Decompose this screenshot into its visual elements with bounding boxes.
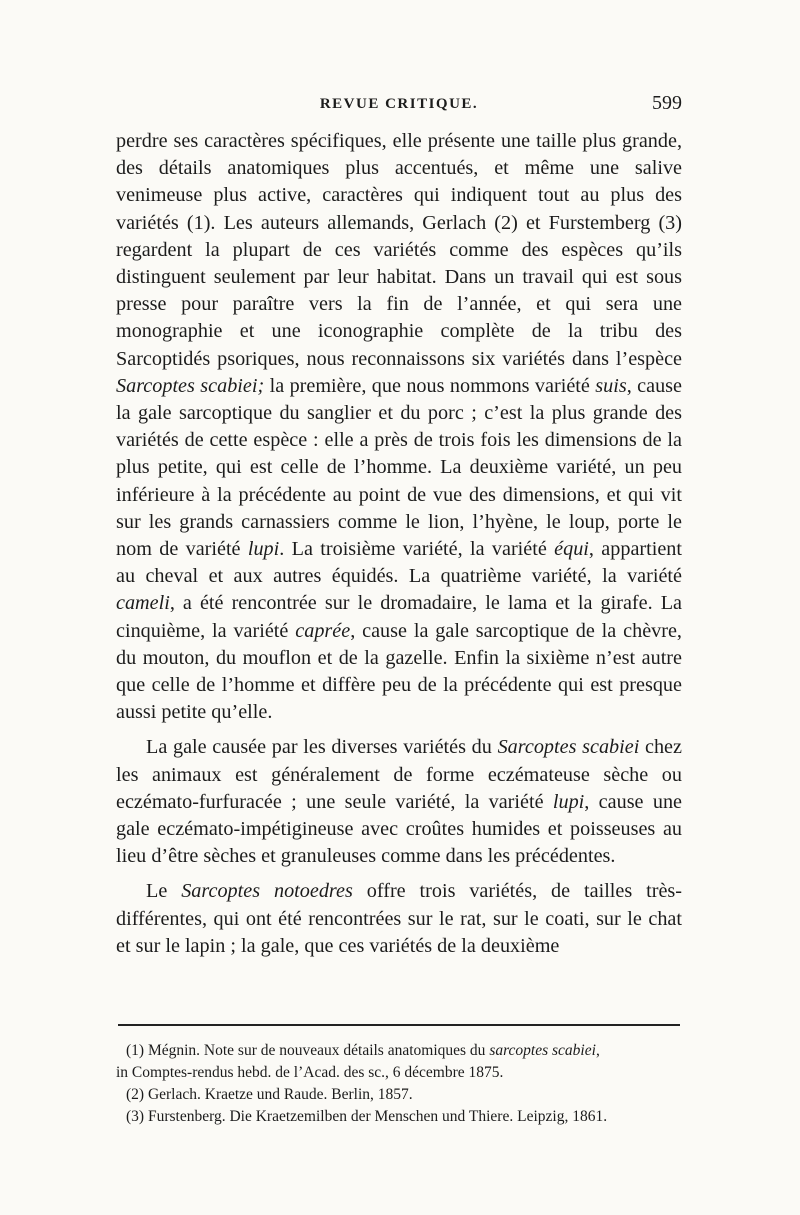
- italic-text: Sarcoptes notoedres: [181, 880, 353, 903]
- text-segment: , cause la gale sarcoptique de la chèvre, du mouton, du mouflon et de la gazelle. Enfin la sixième n’est autre que celle de l’homme et diffère peu de la précédente qui est presque aussi petite qu’elle.: [116, 619, 682, 724]
- text-segment: chez les animaux est généralement de forme eczémateuse sèche ou eczémato-furfuracée ; une seule variété, la variété: [116, 736, 682, 813]
- italic-text: Sarcoptes scabiei: [497, 736, 640, 759]
- footnote: [116, 1062, 682, 1084]
- text-segment: La gale causée par les diverses variétés du: [146, 736, 498, 759]
- text-segment: (3) Furstenberg. Die Kraetzemilben der Menschen und Thiere. Leipzig, 1861.: [126, 1108, 608, 1125]
- text-segment: Le: [146, 880, 182, 903]
- italic-text: cameli: [116, 592, 170, 615]
- text-segment: in Comptes-rendus hebd. de l’Acad. des sc., 6 décembre 1875.: [116, 1064, 504, 1081]
- italic-text: Sarcoptes scabiei;: [116, 374, 265, 397]
- text-segment: , a été rencontrée sur le dromadaire, le lama et la girafe. La cinquième, la variété: [116, 592, 682, 642]
- italic-text: équi: [554, 538, 589, 561]
- running-title: REVUE CRITIQUE.: [319, 96, 479, 112]
- italic-text: lupi: [552, 790, 585, 813]
- page-number: 599: [652, 92, 682, 114]
- footnote: [116, 1040, 682, 1062]
- text-segment: , cause une gale eczémato-impétigineuse avec croûtes humides et poisseuses au lieu d’être sèches et granuleuses comme dans les précédentes.: [116, 790, 682, 868]
- text-segment: (2) Gerlach. Kraetze und Raude. Berlin, 1857.: [126, 1086, 413, 1103]
- footnote: [116, 1106, 682, 1128]
- text-segment: . La troisième variété, la variété: [279, 538, 555, 561]
- italic-text: caprée: [295, 619, 351, 642]
- body-text: [116, 128, 682, 960]
- page-header: [116, 92, 682, 126]
- text-segment: , cause la gale sarcoptique du sanglier et du porc ; c’est la plus grande des variétés de cette espèce : elle a près de trois fois les dimensions de la plus petite, qui est celle de l’homme. La deuxième variété, un peu inférieure à la précédente au point de vue des dimensions, et qui vit sur les grands carnassiers comme le lion, l’hyène, le loup, porte le nom de variété: [116, 374, 682, 561]
- text-segment: perdre ses caractères spécifiques, elle présente une taille plus grande, des détails anatomiques plus accentués, et même une salive venimeuse plus active, caractères qui indiquent tout au plus des variétés (1). Les auteurs allemands, Gerlach (2) et Furstemberg (3) regardent la plupart de ces variétés comme des espèces qu’ils distinguent seulement par leur habitat. Dans un travail qui est sous presse pour paraître vers la fin de l’année, et qui sera une monographie et une iconographie complète de la tribu des Sarcoptidés psoriques, nous reconnaissons six variétés dans l’espèce: [116, 130, 682, 370]
- footnote-divider: [118, 1024, 680, 1026]
- text-segment: ,: [595, 1042, 600, 1059]
- paragraph: [116, 128, 682, 726]
- text-segment: , appartient au cheval et aux autres équidés. La quatrième variété, la variété: [116, 538, 683, 588]
- paragraph: [116, 878, 682, 960]
- italic-text: suis: [595, 374, 627, 397]
- text-segment: la première, que nous nommons variété: [264, 374, 596, 397]
- footnote: [116, 1084, 682, 1106]
- italic-text: sarcoptes scabiei: [489, 1042, 596, 1059]
- text-segment: offre trois variétés, de tailles très-différentes, qui ont été rencontrées sur le rat, sur le coati, sur le chat et sur le lapin ; la gale, que ces variétés de la deuxième: [116, 880, 683, 957]
- paragraph: [116, 734, 682, 870]
- text-segment: (1) Mégnin. Note sur de nouveaux détails anatomiques du: [126, 1042, 490, 1059]
- footnotes: [116, 1040, 682, 1128]
- italic-text: lupi: [247, 538, 280, 561]
